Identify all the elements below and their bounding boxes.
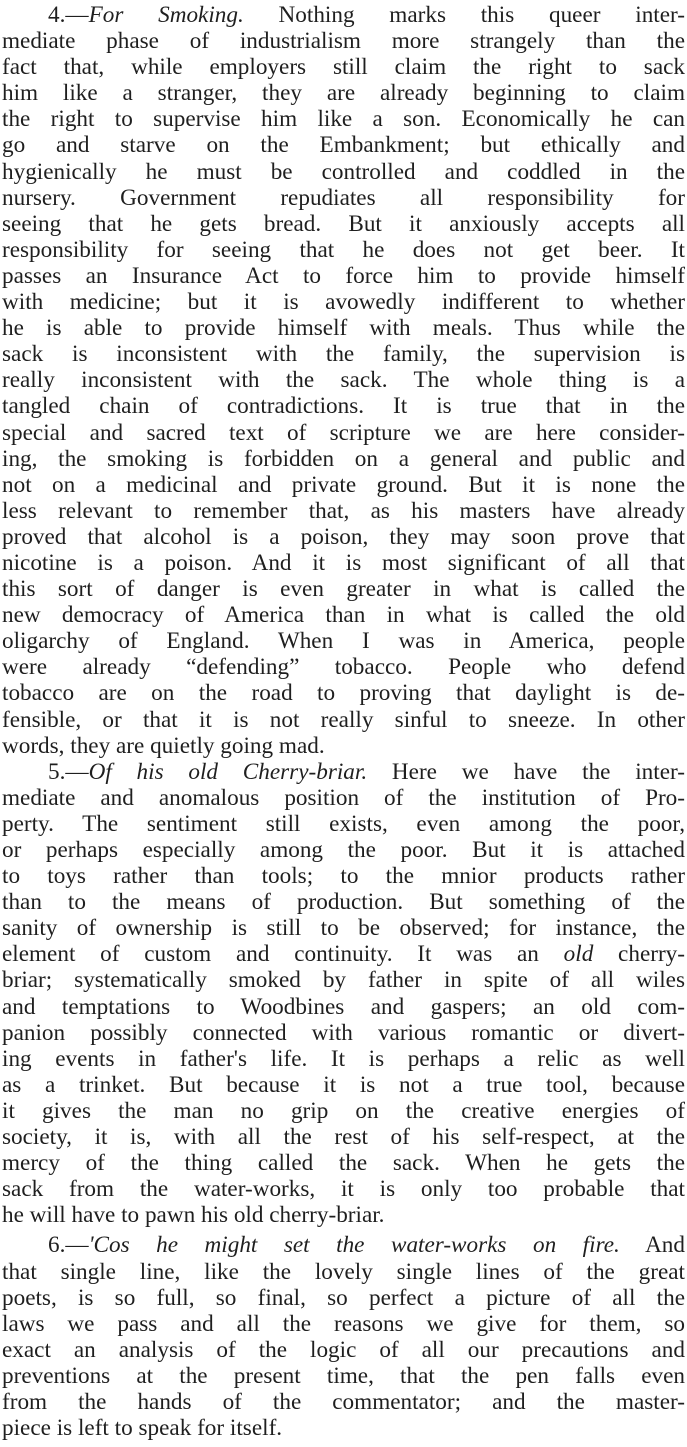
text-line: and temptations to Woodbines and gaspers; an old com- xyxy=(2,993,685,1020)
section-5-number: 5.— xyxy=(48,758,89,785)
text-line: special and sacred text of scripture we are here consider- xyxy=(2,419,685,446)
text-line: hygienically he must be controlled and coddled in the xyxy=(2,158,685,185)
text-line: preventions at the present time, that the pen falls even xyxy=(2,1362,685,1389)
text-line: Nothing marks this queer inter- xyxy=(243,2,685,28)
text-line: Here we have the inter- xyxy=(367,758,685,785)
text-line: sack from the water-works, it is only too probable that xyxy=(2,1176,685,1203)
article-column xyxy=(2,2,685,1441)
text-line: mercy of the thing called the sack. When he gets the xyxy=(2,1150,685,1177)
text-line-with-italic xyxy=(2,941,685,967)
text-line: that single line, like the lovely single lines of the great xyxy=(2,1258,685,1285)
text-line: him like a stranger, they are already beginning to claim xyxy=(2,80,685,107)
text-line: perty. The sentiment still exists, even among the poor, xyxy=(2,810,685,837)
section-5-first-line xyxy=(2,759,685,785)
text-line: new democracy of America than in what is called the old xyxy=(2,602,685,629)
text-line: mediate and anomalous position of the institution of Pro- xyxy=(2,784,685,811)
section-6-first-line xyxy=(2,1232,685,1258)
text-line: than to the means of production. But something of the xyxy=(2,889,685,916)
text-line: sack is inconsistent with the family, the supervision is xyxy=(2,341,685,368)
section-5-heading: Of his old Cherry-briar. xyxy=(88,758,368,785)
text-line: nicotine is a poison. And it is most significant of all that xyxy=(2,549,685,576)
text-line: this sort of danger is even greater in what is called the xyxy=(2,576,685,603)
text-segment: element of custom and continuity. It was an xyxy=(2,941,564,968)
text-line: briar; systematically smoked by father in spite of all wiles xyxy=(2,967,685,994)
text-line: or perhaps especially among the poor. But it is attached xyxy=(2,837,685,863)
text-line: fensible, or that it is not really sinful to sneeze. In other xyxy=(2,706,685,733)
text-line: mediate phase of industrialism more strangely than the xyxy=(2,28,685,55)
text-line: not on a medicinal and private ground. But it is none the xyxy=(2,471,685,498)
text-line: he will have to pawn his old cherry-briar. xyxy=(2,1202,385,1229)
text-line: sanity of ownership is still to be observed; for instance, the xyxy=(2,915,685,942)
text-line: tangled chain of contradictions. It is true that in the xyxy=(2,393,685,420)
text-line: as a trinket. But because it is not a true tool, because xyxy=(2,1071,685,1098)
text-line: really inconsistent with the sack. The whole thing is a xyxy=(2,367,685,394)
text-line: poets, is so full, so final, so perfect a picture of all the xyxy=(2,1284,685,1311)
text-line: piece is left to speak for itself. xyxy=(2,1415,283,1442)
section-6-number: 6.— xyxy=(48,1232,89,1259)
section-6-heading: 'Cos he might set the water-works on fire. xyxy=(88,1232,620,1259)
text-line: with medicine; but it is avowedly indifferent to whether xyxy=(2,289,685,316)
text-line: words, they are quietly going mad. xyxy=(2,732,325,759)
text-line: were already “defending” tobacco. People who defend xyxy=(2,654,685,681)
text-segment: cherry- xyxy=(593,941,685,968)
text-line: less relevant to remember that, as his masters have already xyxy=(2,497,685,524)
text-line: society, it is, with all the rest of his self-respect, at the xyxy=(2,1124,685,1151)
section-4-first-line xyxy=(2,2,685,28)
text-line: tobacco are on the road to proving that daylight is de- xyxy=(2,680,685,707)
text-line: ing, the smoking is forbidden on a general and public and xyxy=(2,445,685,472)
section-4-number: 4.— xyxy=(48,2,89,28)
text-line: panion possibly connected with various romantic or divert- xyxy=(2,1019,685,1046)
text-line: the right to supervise him like a son. Economically he can xyxy=(2,106,685,133)
italic-word: old xyxy=(563,941,594,968)
text-line: he is able to provide himself with meals. Thus while the xyxy=(2,315,685,342)
text-line: seeing that he gets bread. But it anxiously accepts all xyxy=(2,210,685,237)
text-line: fact that, while employers still claim the right to sack xyxy=(2,54,685,81)
text-line: nursery. Government repudiates all responsibility for xyxy=(2,184,685,211)
text-line: from the hands of the commentator; and the master- xyxy=(2,1388,685,1415)
text-line: oligarchy of England. When I was in America, people xyxy=(2,628,685,655)
text-line: proved that alcohol is a poison, they may soon prove that xyxy=(2,523,685,550)
text-line: responsibility for seeing that he does not get beer. It xyxy=(2,236,685,263)
text-line: exact an analysis of the logic of all our precautions and xyxy=(2,1336,685,1363)
text-line: to toys rather than tools; to the mnior products rather xyxy=(2,863,685,890)
text-line: it gives the man no grip on the creative energies of xyxy=(2,1097,685,1124)
text-line: And xyxy=(619,1232,685,1259)
text-line: go and starve on the Embankment; but ethically and xyxy=(2,132,685,159)
text-line: passes an Insurance Act to force him to provide himself xyxy=(2,262,685,289)
text-line: laws we pass and all the reasons we give for them, so xyxy=(2,1310,685,1337)
section-4-heading: For Smoking. xyxy=(88,2,244,28)
text-line: ing events in father's life. It is perhaps a relic as well xyxy=(2,1045,685,1072)
